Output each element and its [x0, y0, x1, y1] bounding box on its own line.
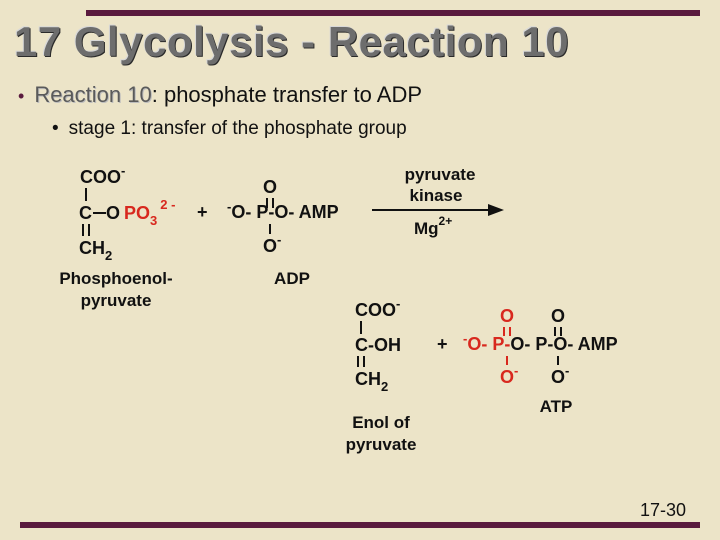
adp-label: ADP	[274, 269, 310, 288]
enol-structure	[346, 296, 417, 454]
plus-sign: +	[197, 202, 208, 222]
pep-structure	[59, 163, 175, 310]
pep-phosphate: $PO_3^{2 -}$	[124, 197, 176, 228]
bullet-dot: •	[18, 86, 25, 106]
reaction-arrow-group	[372, 165, 504, 238]
atp-label: ATP	[539, 397, 573, 416]
enzyme-name-2: kinase	[409, 186, 463, 205]
pep-o: O	[106, 203, 121, 223]
bullet-highlight: Reaction 10	[34, 82, 152, 107]
atp-structure	[463, 306, 618, 416]
page-number: 17-30	[640, 500, 687, 520]
enol-label-1: Enol of	[352, 413, 410, 432]
adp-o-bottom: O-	[263, 232, 282, 256]
enol-label-2: pyruvate	[345, 435, 417, 454]
pep-ch2: $CH_2$	[79, 238, 113, 263]
atp-formula: -O- P-O- P-O- AMP	[463, 331, 618, 354]
enol-ch2: $CH_2$	[355, 369, 389, 394]
atp-o-top-red: O	[500, 306, 515, 326]
pep-coo: COO-	[80, 163, 126, 187]
adp-formula: -O- P-O- AMP	[227, 199, 339, 222]
bottom-rule	[20, 522, 700, 528]
slide-title: 17 Glycolysis - Reaction 10	[14, 18, 570, 65]
enzyme-name-1: pyruvate	[404, 165, 476, 184]
atp-o-top-black: O	[551, 306, 566, 326]
bullet-text: : phosphate transfer to ADP	[151, 82, 423, 107]
arrow-head	[488, 204, 504, 216]
pep-c: C	[79, 203, 92, 223]
cofactor: $Mg^{2+}$	[414, 214, 453, 238]
adp-o-top: O	[263, 177, 278, 197]
bullet-dot: •	[52, 118, 59, 139]
atp-o-bottom-red: O-	[500, 363, 519, 387]
atp-o-bottom-black: O-	[551, 363, 570, 387]
pep-label-2: pyruvate	[80, 291, 152, 310]
pep-label-1: Phosphoenol-	[59, 269, 173, 288]
plus-sign: +	[437, 334, 448, 354]
adp-structure	[227, 177, 339, 288]
bullet-stage-text: stage 1: transfer of the phosphate group	[68, 118, 407, 139]
enol-coo: COO-	[355, 296, 401, 320]
enol-c-oh: C-OH	[355, 335, 401, 355]
